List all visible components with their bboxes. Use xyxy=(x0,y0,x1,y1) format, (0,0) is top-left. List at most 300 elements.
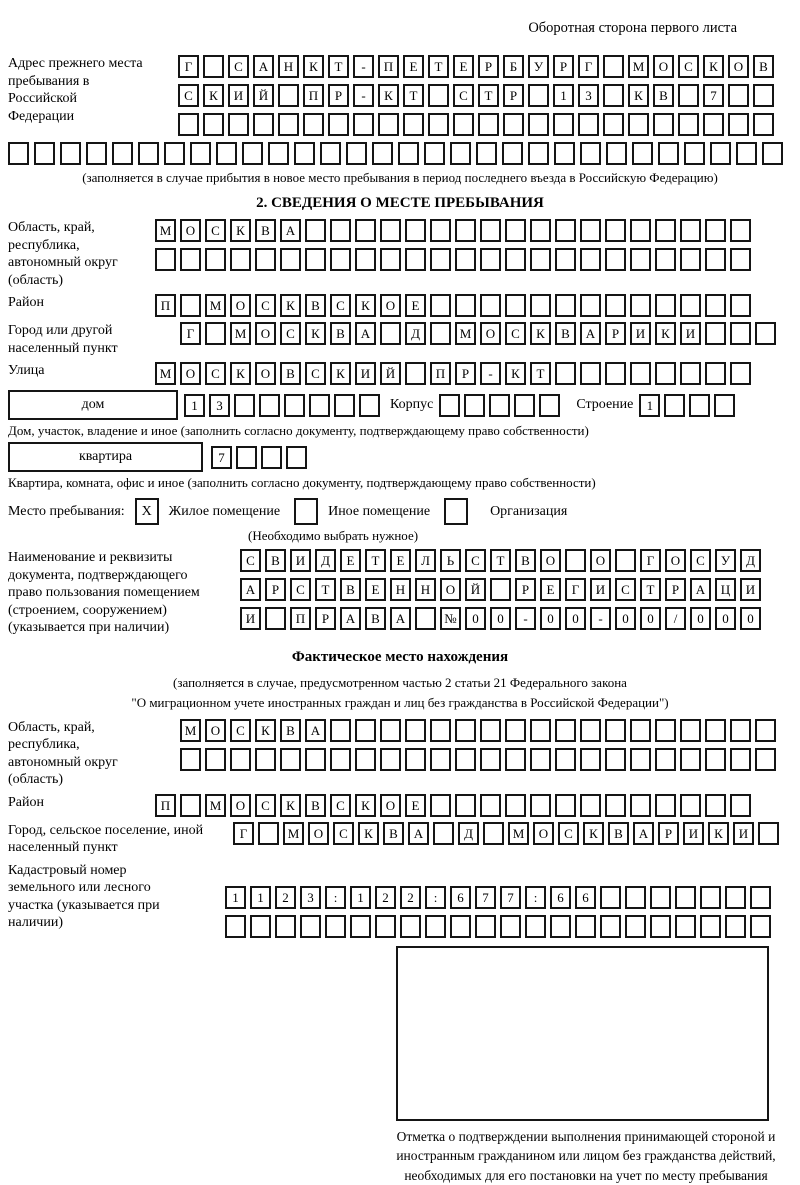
char-cell[interactable] xyxy=(405,362,426,385)
char-cell[interactable] xyxy=(378,113,399,136)
char-cell[interactable]: К xyxy=(703,55,724,78)
char-cell[interactable] xyxy=(658,142,679,165)
char-cell[interactable]: 3 xyxy=(300,886,321,909)
char-cell[interactable]: 1 xyxy=(639,394,660,417)
char-cell[interactable] xyxy=(580,142,601,165)
char-cell[interactable] xyxy=(300,915,321,938)
char-cell[interactable]: О xyxy=(205,719,226,742)
char-cell[interactable]: Р xyxy=(553,55,574,78)
char-cell[interactable] xyxy=(350,915,371,938)
char-cell[interactable] xyxy=(680,748,701,771)
char-cell[interactable] xyxy=(450,915,471,938)
char-cell[interactable] xyxy=(428,113,449,136)
char-cell[interactable] xyxy=(503,113,524,136)
char-cell[interactable] xyxy=(630,794,651,817)
char-cell[interactable] xyxy=(236,446,257,469)
char-cell[interactable] xyxy=(630,748,651,771)
char-cell[interactable]: 3 xyxy=(209,394,230,417)
char-cell[interactable] xyxy=(675,915,696,938)
char-cell[interactable]: Т xyxy=(478,84,499,107)
char-cell[interactable] xyxy=(398,142,419,165)
char-cell[interactable] xyxy=(405,219,426,242)
char-cell[interactable] xyxy=(280,748,301,771)
char-cell[interactable]: И xyxy=(733,822,754,845)
char-cell[interactable] xyxy=(530,719,551,742)
char-cell[interactable]: - xyxy=(353,55,374,78)
char-cell[interactable]: Д xyxy=(405,322,426,345)
char-cell[interactable] xyxy=(425,915,446,938)
char-cell[interactable] xyxy=(705,322,726,345)
char-cell[interactable] xyxy=(605,294,626,317)
char-cell[interactable] xyxy=(203,55,224,78)
char-cell[interactable] xyxy=(259,394,280,417)
checkbox-inoe[interactable] xyxy=(294,498,318,525)
char-cell[interactable] xyxy=(205,748,226,771)
char-cell[interactable]: С xyxy=(290,578,311,601)
char-cell[interactable] xyxy=(632,142,653,165)
char-cell[interactable] xyxy=(680,248,701,271)
char-cell[interactable] xyxy=(630,362,651,385)
char-cell[interactable] xyxy=(705,719,726,742)
char-cell[interactable] xyxy=(678,84,699,107)
char-cell[interactable] xyxy=(680,219,701,242)
char-cell[interactable]: В xyxy=(280,362,301,385)
char-cell[interactable]: К xyxy=(655,322,676,345)
char-cell[interactable] xyxy=(475,915,496,938)
char-cell[interactable]: А xyxy=(253,55,274,78)
char-cell[interactable] xyxy=(372,142,393,165)
char-cell[interactable]: И xyxy=(740,578,761,601)
char-cell[interactable]: К xyxy=(330,362,351,385)
char-cell[interactable] xyxy=(455,219,476,242)
char-cell[interactable] xyxy=(178,113,199,136)
char-cell[interactable] xyxy=(603,55,624,78)
char-cell[interactable] xyxy=(278,113,299,136)
char-cell[interactable]: К xyxy=(303,55,324,78)
char-cell[interactable] xyxy=(714,394,735,417)
char-cell[interactable] xyxy=(606,142,627,165)
char-cell[interactable]: К xyxy=(280,794,301,817)
char-cell[interactable] xyxy=(476,142,497,165)
char-cell[interactable]: О xyxy=(255,362,276,385)
char-cell[interactable]: А xyxy=(240,578,261,601)
char-cell[interactable] xyxy=(555,719,576,742)
char-cell[interactable] xyxy=(355,748,376,771)
char-cell[interactable] xyxy=(555,294,576,317)
char-cell[interactable] xyxy=(655,362,676,385)
char-cell[interactable] xyxy=(725,915,746,938)
char-cell[interactable]: В xyxy=(383,822,404,845)
char-cell[interactable] xyxy=(330,719,351,742)
char-cell[interactable] xyxy=(489,394,510,417)
char-cell[interactable]: С xyxy=(453,84,474,107)
char-cell[interactable]: К xyxy=(305,322,326,345)
char-cell[interactable]: Р xyxy=(503,84,524,107)
char-cell[interactable] xyxy=(710,142,731,165)
char-cell[interactable] xyxy=(242,142,263,165)
char-cell[interactable] xyxy=(230,248,251,271)
char-cell[interactable]: В xyxy=(515,549,536,572)
char-cell[interactable] xyxy=(346,142,367,165)
char-cell[interactable] xyxy=(650,886,671,909)
char-cell[interactable]: 1 xyxy=(225,886,246,909)
checkbox-zhiloe[interactable]: X xyxy=(135,498,159,525)
char-cell[interactable]: 0 xyxy=(465,607,486,630)
char-cell[interactable]: В xyxy=(653,84,674,107)
char-cell[interactable] xyxy=(730,748,751,771)
char-cell[interactable] xyxy=(530,248,551,271)
char-cell[interactable] xyxy=(705,219,726,242)
char-cell[interactable] xyxy=(261,446,282,469)
char-cell[interactable] xyxy=(234,394,255,417)
char-cell[interactable] xyxy=(464,394,485,417)
char-cell[interactable] xyxy=(280,248,301,271)
char-cell[interactable]: С xyxy=(678,55,699,78)
char-cell[interactable]: Й xyxy=(253,84,274,107)
char-cell[interactable] xyxy=(600,886,621,909)
char-cell[interactable]: В xyxy=(330,322,351,345)
char-cell[interactable] xyxy=(555,362,576,385)
char-cell[interactable] xyxy=(490,578,511,601)
char-cell[interactable]: : xyxy=(425,886,446,909)
char-cell[interactable]: О xyxy=(180,219,201,242)
char-cell[interactable] xyxy=(505,294,526,317)
char-cell[interactable] xyxy=(430,248,451,271)
char-cell[interactable] xyxy=(750,915,771,938)
char-cell[interactable] xyxy=(655,294,676,317)
char-cell[interactable] xyxy=(455,719,476,742)
char-cell[interactable]: О xyxy=(590,549,611,572)
char-cell[interactable] xyxy=(278,84,299,107)
char-cell[interactable]: Й xyxy=(465,578,486,601)
char-cell[interactable]: О xyxy=(380,294,401,317)
char-cell[interactable]: 6 xyxy=(550,886,571,909)
char-cell[interactable]: И xyxy=(630,322,651,345)
char-cell[interactable]: : xyxy=(325,886,346,909)
char-cell[interactable]: Н xyxy=(390,578,411,601)
char-cell[interactable]: С xyxy=(330,294,351,317)
char-cell[interactable]: В xyxy=(365,607,386,630)
char-cell[interactable]: 0 xyxy=(715,607,736,630)
char-cell[interactable]: - xyxy=(515,607,536,630)
char-cell[interactable]: В xyxy=(305,294,326,317)
char-cell[interactable] xyxy=(155,248,176,271)
char-cell[interactable] xyxy=(433,822,454,845)
char-cell[interactable]: Е xyxy=(340,549,361,572)
char-cell[interactable] xyxy=(689,394,710,417)
char-cell[interactable] xyxy=(355,248,376,271)
char-cell[interactable]: А xyxy=(340,607,361,630)
char-cell[interactable]: А xyxy=(633,822,654,845)
char-cell[interactable] xyxy=(450,142,471,165)
char-cell[interactable] xyxy=(630,719,651,742)
char-cell[interactable] xyxy=(380,719,401,742)
char-cell[interactable] xyxy=(730,294,751,317)
char-cell[interactable] xyxy=(555,248,576,271)
char-cell[interactable]: И xyxy=(680,322,701,345)
char-cell[interactable]: П xyxy=(155,294,176,317)
char-cell[interactable]: Е xyxy=(540,578,561,601)
char-cell[interactable] xyxy=(415,607,436,630)
char-cell[interactable]: Е xyxy=(453,55,474,78)
char-cell[interactable] xyxy=(684,142,705,165)
char-cell[interactable]: В xyxy=(305,794,326,817)
char-cell[interactable] xyxy=(305,219,326,242)
char-cell[interactable] xyxy=(555,748,576,771)
char-cell[interactable] xyxy=(605,794,626,817)
char-cell[interactable]: 0 xyxy=(740,607,761,630)
char-cell[interactable]: С xyxy=(333,822,354,845)
char-cell[interactable]: Т xyxy=(530,362,551,385)
char-cell[interactable]: С xyxy=(205,219,226,242)
char-cell[interactable] xyxy=(730,719,751,742)
char-cell[interactable] xyxy=(205,322,226,345)
char-cell[interactable] xyxy=(575,915,596,938)
char-cell[interactable]: Г xyxy=(565,578,586,601)
char-cell[interactable] xyxy=(480,794,501,817)
char-cell[interactable]: К xyxy=(255,719,276,742)
char-cell[interactable] xyxy=(375,915,396,938)
char-cell[interactable] xyxy=(505,219,526,242)
char-cell[interactable] xyxy=(424,142,445,165)
char-cell[interactable]: / xyxy=(665,607,686,630)
char-cell[interactable]: С xyxy=(615,578,636,601)
char-cell[interactable]: К xyxy=(628,84,649,107)
char-cell[interactable]: В xyxy=(340,578,361,601)
char-cell[interactable]: В xyxy=(753,55,774,78)
char-cell[interactable] xyxy=(380,219,401,242)
char-cell[interactable] xyxy=(303,113,324,136)
char-cell[interactable] xyxy=(755,719,776,742)
char-cell[interactable] xyxy=(730,794,751,817)
char-cell[interactable]: - xyxy=(353,84,374,107)
char-cell[interactable] xyxy=(180,294,201,317)
checkbox-organizatsiya[interactable] xyxy=(444,498,468,525)
char-cell[interactable]: С xyxy=(205,362,226,385)
char-cell[interactable]: 0 xyxy=(565,607,586,630)
char-cell[interactable]: Г xyxy=(180,322,201,345)
char-cell[interactable] xyxy=(400,915,421,938)
char-cell[interactable] xyxy=(455,248,476,271)
char-cell[interactable]: Т xyxy=(490,549,511,572)
char-cell[interactable]: М xyxy=(283,822,304,845)
char-cell[interactable] xyxy=(330,248,351,271)
char-cell[interactable]: С xyxy=(690,549,711,572)
char-cell[interactable]: - xyxy=(590,607,611,630)
char-cell[interactable] xyxy=(480,248,501,271)
char-cell[interactable] xyxy=(580,719,601,742)
char-cell[interactable]: Т xyxy=(428,55,449,78)
char-cell[interactable] xyxy=(265,607,286,630)
char-cell[interactable] xyxy=(525,915,546,938)
char-cell[interactable]: К xyxy=(280,294,301,317)
char-cell[interactable] xyxy=(505,748,526,771)
char-cell[interactable]: С xyxy=(505,322,526,345)
char-cell[interactable] xyxy=(205,248,226,271)
char-cell[interactable]: С xyxy=(230,719,251,742)
char-cell[interactable] xyxy=(755,748,776,771)
char-cell[interactable] xyxy=(325,915,346,938)
char-cell[interactable] xyxy=(680,362,701,385)
char-cell[interactable] xyxy=(705,362,726,385)
char-cell[interactable] xyxy=(286,446,307,469)
char-cell[interactable] xyxy=(405,748,426,771)
char-cell[interactable]: К xyxy=(378,84,399,107)
char-cell[interactable]: Р xyxy=(665,578,686,601)
char-cell[interactable]: К xyxy=(203,84,224,107)
char-cell[interactable] xyxy=(628,113,649,136)
char-cell[interactable] xyxy=(268,142,289,165)
char-cell[interactable] xyxy=(275,915,296,938)
char-cell[interactable]: Г xyxy=(578,55,599,78)
char-cell[interactable]: Г xyxy=(640,549,661,572)
char-cell[interactable] xyxy=(603,84,624,107)
char-cell[interactable]: Д xyxy=(740,549,761,572)
char-cell[interactable] xyxy=(630,294,651,317)
char-cell[interactable] xyxy=(430,219,451,242)
char-cell[interactable] xyxy=(580,748,601,771)
char-cell[interactable] xyxy=(430,322,451,345)
char-cell[interactable]: М xyxy=(155,219,176,242)
char-cell[interactable]: П xyxy=(378,55,399,78)
char-cell[interactable]: 0 xyxy=(490,607,511,630)
char-cell[interactable] xyxy=(455,294,476,317)
char-cell[interactable]: 7 xyxy=(500,886,521,909)
char-cell[interactable] xyxy=(502,142,523,165)
char-cell[interactable] xyxy=(675,886,696,909)
char-cell[interactable]: О xyxy=(308,822,329,845)
char-cell[interactable] xyxy=(230,748,251,771)
char-cell[interactable]: И xyxy=(590,578,611,601)
char-cell[interactable] xyxy=(8,142,29,165)
char-cell[interactable]: Р xyxy=(605,322,626,345)
char-cell[interactable]: С xyxy=(305,362,326,385)
char-cell[interactable] xyxy=(505,719,526,742)
char-cell[interactable]: Е xyxy=(405,294,426,317)
char-cell[interactable] xyxy=(600,915,621,938)
char-cell[interactable] xyxy=(430,748,451,771)
char-cell[interactable]: Е xyxy=(390,549,411,572)
char-cell[interactable]: И xyxy=(355,362,376,385)
char-cell[interactable]: 2 xyxy=(400,886,421,909)
char-cell[interactable]: 3 xyxy=(578,84,599,107)
char-cell[interactable]: 6 xyxy=(450,886,471,909)
char-cell[interactable]: М xyxy=(628,55,649,78)
char-cell[interactable] xyxy=(753,113,774,136)
char-cell[interactable] xyxy=(138,142,159,165)
char-cell[interactable] xyxy=(380,322,401,345)
char-cell[interactable] xyxy=(86,142,107,165)
char-cell[interactable]: А xyxy=(305,719,326,742)
char-cell[interactable] xyxy=(605,362,626,385)
char-cell[interactable] xyxy=(655,748,676,771)
char-cell[interactable]: Р xyxy=(265,578,286,601)
char-cell[interactable]: Р xyxy=(455,362,476,385)
char-cell[interactable] xyxy=(758,822,779,845)
char-cell[interactable]: М xyxy=(508,822,529,845)
char-cell[interactable]: К xyxy=(355,794,376,817)
char-cell[interactable]: С xyxy=(255,794,276,817)
char-cell[interactable] xyxy=(680,719,701,742)
char-cell[interactable] xyxy=(730,322,751,345)
char-cell[interactable] xyxy=(705,748,726,771)
char-cell[interactable]: Н xyxy=(278,55,299,78)
char-cell[interactable] xyxy=(530,219,551,242)
char-cell[interactable]: П xyxy=(303,84,324,107)
char-cell[interactable]: 0 xyxy=(690,607,711,630)
char-cell[interactable] xyxy=(480,219,501,242)
char-cell[interactable] xyxy=(284,394,305,417)
char-cell[interactable]: Т xyxy=(640,578,661,601)
char-cell[interactable] xyxy=(455,748,476,771)
char-cell[interactable]: А xyxy=(355,322,376,345)
char-cell[interactable]: О xyxy=(533,822,554,845)
char-cell[interactable]: К xyxy=(530,322,551,345)
char-cell[interactable] xyxy=(255,748,276,771)
char-cell[interactable] xyxy=(309,394,330,417)
char-cell[interactable] xyxy=(294,142,315,165)
char-cell[interactable]: Р xyxy=(658,822,679,845)
char-cell[interactable] xyxy=(728,84,749,107)
char-cell[interactable]: Е xyxy=(405,794,426,817)
char-cell[interactable] xyxy=(514,394,535,417)
char-cell[interactable] xyxy=(580,362,601,385)
char-cell[interactable] xyxy=(725,886,746,909)
char-cell[interactable] xyxy=(680,794,701,817)
char-cell[interactable]: В xyxy=(255,219,276,242)
char-cell[interactable] xyxy=(60,142,81,165)
char-cell[interactable]: С xyxy=(280,322,301,345)
char-cell[interactable]: О xyxy=(440,578,461,601)
char-cell[interactable] xyxy=(555,219,576,242)
char-cell[interactable] xyxy=(655,219,676,242)
char-cell[interactable] xyxy=(34,142,55,165)
char-cell[interactable] xyxy=(330,219,351,242)
char-cell[interactable]: С xyxy=(255,294,276,317)
char-cell[interactable] xyxy=(428,84,449,107)
char-cell[interactable]: 7 xyxy=(703,84,724,107)
char-cell[interactable] xyxy=(180,248,201,271)
char-cell[interactable]: Т xyxy=(315,578,336,601)
char-cell[interactable]: 2 xyxy=(375,886,396,909)
char-cell[interactable] xyxy=(730,248,751,271)
char-cell[interactable]: Т xyxy=(365,549,386,572)
char-cell[interactable]: А xyxy=(408,822,429,845)
char-cell[interactable] xyxy=(255,248,276,271)
char-cell[interactable]: П xyxy=(430,362,451,385)
char-cell[interactable]: Й xyxy=(380,362,401,385)
char-cell[interactable] xyxy=(480,719,501,742)
char-cell[interactable] xyxy=(655,719,676,742)
char-cell[interactable] xyxy=(305,248,326,271)
char-cell[interactable] xyxy=(736,142,757,165)
char-cell[interactable] xyxy=(580,219,601,242)
char-cell[interactable]: Т xyxy=(328,55,349,78)
char-cell[interactable]: К xyxy=(230,362,251,385)
char-cell[interactable] xyxy=(605,748,626,771)
char-cell[interactable] xyxy=(539,394,560,417)
char-cell[interactable]: В xyxy=(555,322,576,345)
char-cell[interactable] xyxy=(750,886,771,909)
char-cell[interactable]: 7 xyxy=(475,886,496,909)
char-cell[interactable] xyxy=(405,719,426,742)
char-cell[interactable]: О xyxy=(380,794,401,817)
char-cell[interactable]: О xyxy=(540,549,561,572)
char-cell[interactable]: Е xyxy=(365,578,386,601)
char-cell[interactable] xyxy=(455,794,476,817)
char-cell[interactable]: П xyxy=(155,794,176,817)
char-cell[interactable] xyxy=(439,394,460,417)
